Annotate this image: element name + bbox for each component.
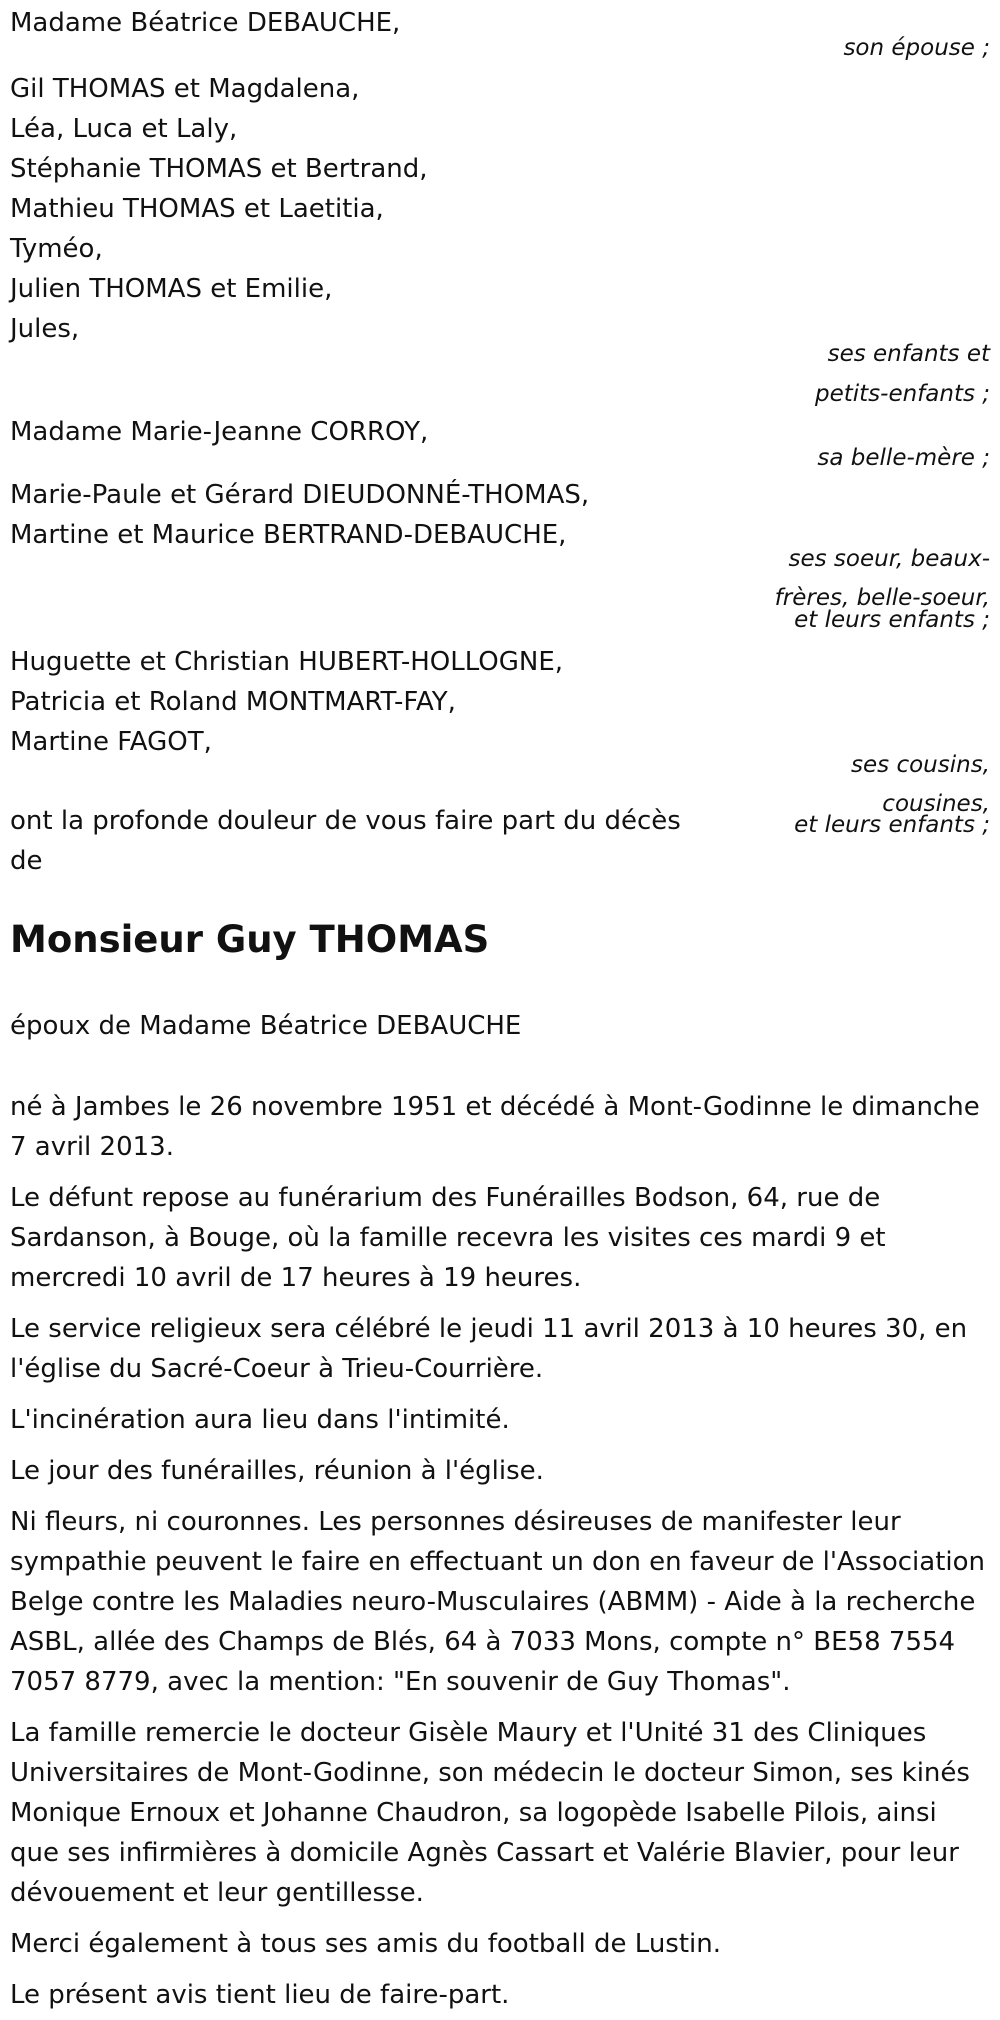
announcement-text-end: de [10, 846, 43, 876]
family-member-line: Gil THOMAS et Magdalena, [10, 74, 360, 104]
family-member-wife: Madame Béatrice DEBAUCHE, [10, 8, 401, 38]
family-member-line: Marie-Paule et Gérard DIEUDONNÉ-THOMAS, [10, 480, 590, 510]
family-member-line: Martine et Maurice BERTRAND-DEBAUCHE, [10, 520, 567, 550]
spouse-line: époux de Madame Béatrice DEBAUCHE [10, 1011, 522, 1041]
birth-death-paragraph: né à Jambes le 26 novembre 1951 et décédé à Mont-Godinne le dimanche 7 avril 2013. [10, 1092, 980, 1162]
family-member-line: Mathieu THOMAS et Laetitia, [10, 194, 384, 224]
family-member-mother-in-law: Madame Marie-Jeanne CORROY, [10, 417, 429, 447]
role-mother-in-law: sa belle-mère ; [817, 445, 990, 471]
role-spouse: son épouse ; [843, 35, 990, 61]
service-paragraph: Le service religieux sera célébré le jeudi 11 avril 2013 à 10 heures 30, en l'église du Sacré-Coeur à Trieu-Courrière. [10, 1314, 968, 1384]
role-line: et leurs enfants ; [794, 812, 990, 838]
thanks-paragraph: La famille remercie le docteur Gisèle Maury et l'Unité 31 des Cliniques Universitaires de Mont-Godinne, son médecin le docteur Simon, ses kinés Monique Ernoux et Johanne Chaudron, sa logopède Isabelle Pilois, ainsi que ses infirmières à domicile Agnès Cassart et Valérie Blavier, pour leur dévouement et leur gentillesse. [10, 1718, 970, 1908]
family-member-line: Julien THOMAS et Emilie, [10, 274, 333, 304]
role-line: petits-enfants ; [814, 381, 990, 407]
role-line: frères, belle-soeur, [774, 585, 990, 611]
family-member-line: Léa, Luca et Laly, [10, 114, 238, 144]
role-line: ses enfants et [827, 341, 990, 367]
donation-paragraph: Ni fleurs, ni couronnes. Les personnes désireuses de manifester leur sympathie peuvent le faire en effectuant un don en faveur de l'Association Belge contre les Maladies neuro-Musculaires (ABMM) - Aide à la recherche ASBL, allée des Champs de Blés, 64 à 7033 Mons, compte n° BE58 7554 7057 8779, avec la mention: "En souvenir de Guy Thomas". [10, 1507, 985, 1697]
football-thanks-paragraph: Merci également à tous ses amis du football de Lustin. [10, 1929, 722, 1959]
role-line: ses cousins, [851, 752, 990, 778]
announcement-text: ont la profonde douleur de vous faire part du décès [10, 806, 681, 836]
reunion-paragraph: Le jour des funérailles, réunion à l'église. [10, 1456, 544, 1486]
role-line: et leurs enfants ; [794, 607, 990, 633]
closing-paragraph: Le présent avis tient lieu de faire-part. [10, 1980, 510, 2010]
family-member-line: Tyméo, [10, 234, 103, 264]
family-member-line: Jules, [10, 314, 80, 344]
funerarium-paragraph: Le défunt repose au funérarium des Funérailles Bodson, 64, rue de Sardanson, à Bouge, où la famille recevra les visites ces mardi 9 et mercredi 10 avril de 17 heures à 19 heures. [10, 1183, 886, 1293]
family-member-line: Stéphanie THOMAS et Bertrand, [10, 154, 428, 184]
family-member-line: Huguette et Christian HUBERT-HOLLOGNE, [10, 647, 564, 677]
cremation-paragraph: L'incinération aura lieu dans l'intimité. [10, 1405, 510, 1435]
role-line: cousines, [882, 791, 990, 817]
role-line: ses soeur, beaux- [788, 546, 990, 572]
family-member-line: Martine FAGOT, [10, 727, 212, 757]
family-member-line: Patricia et Roland MONTMART-FAY, [10, 687, 456, 717]
deceased-name: Monsieur Guy THOMAS [10, 918, 490, 961]
